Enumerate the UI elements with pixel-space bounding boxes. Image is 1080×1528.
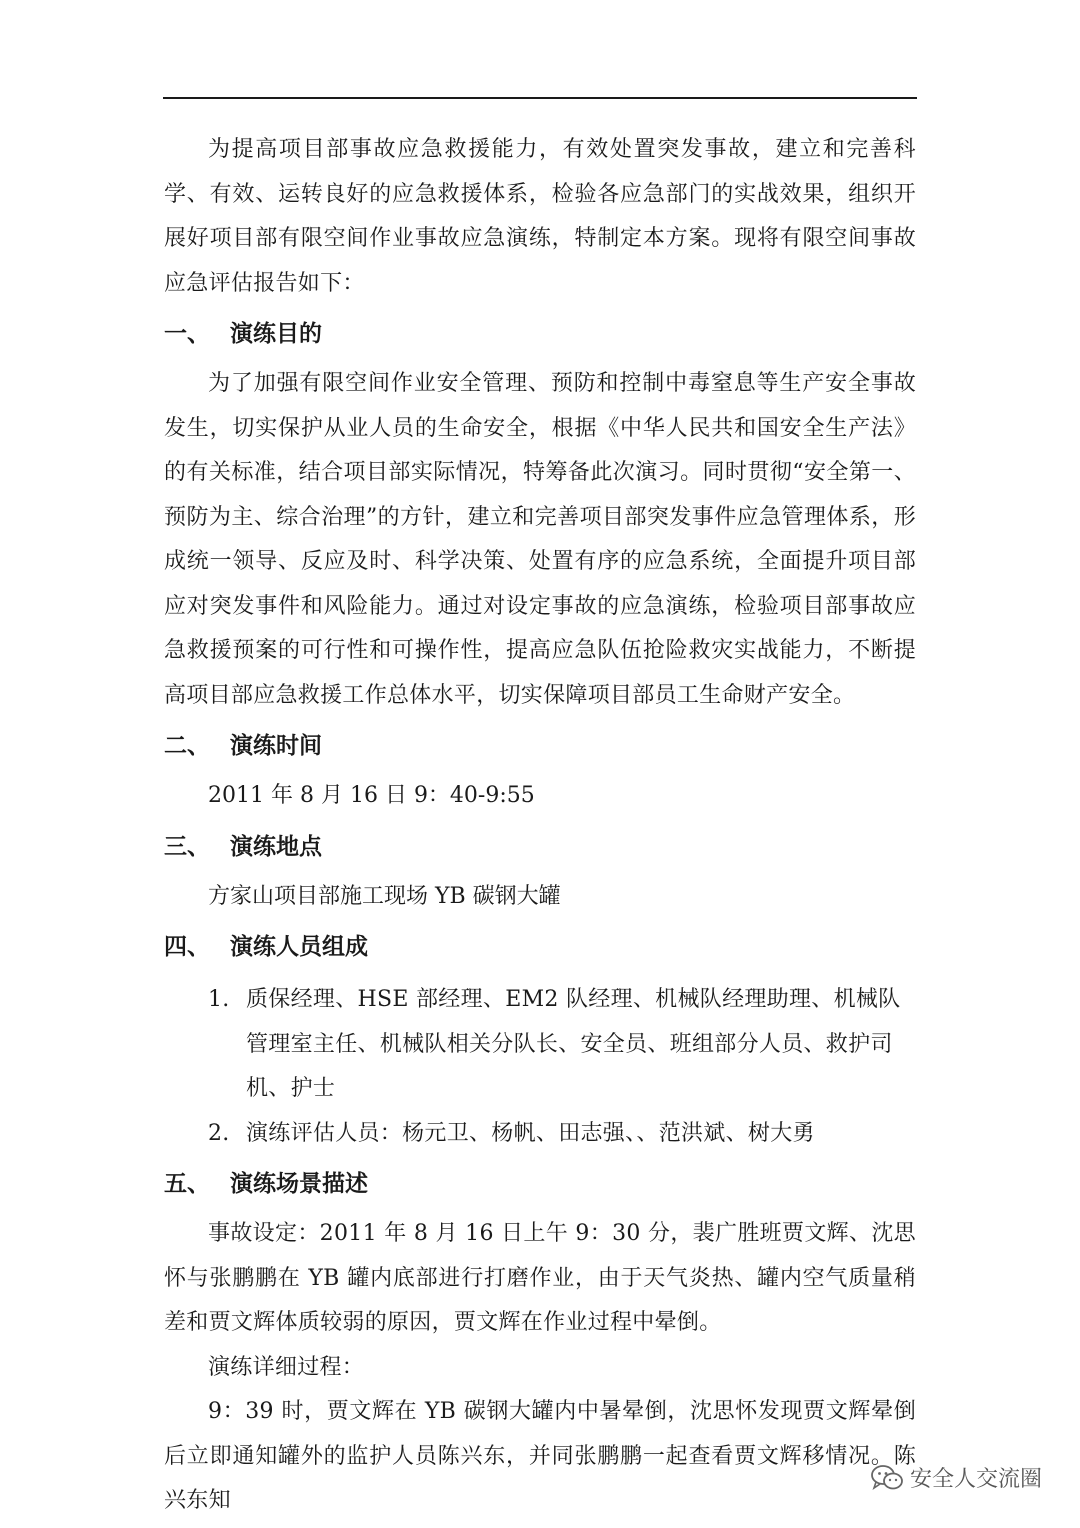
section-heading-5: 五、 演练场景描述: [164, 1171, 368, 1197]
section-heading-4: 四、 演练人员组成: [164, 934, 368, 960]
drill-time: 2011 年 8 月 16 日 9：40-9:55: [208, 783, 535, 808]
document-body: [164, 128, 916, 1524]
wechat-icon: [870, 1464, 904, 1492]
section-heading-2: 二、 演练时间: [164, 733, 322, 759]
watermark-text: 安全人交流圈: [909, 1467, 1042, 1492]
section-heading-1: 一、 演练目的: [164, 321, 322, 347]
watermark: [870, 1462, 1042, 1493]
header-rule: [163, 97, 917, 99]
process-label: 演练详细过程：: [208, 1354, 365, 1380]
drill-location: 方家山项目部施工现场 YB 碳钢大罐: [208, 883, 561, 909]
scenario-paragraph: 事故设定：2011 年 8 月 16 日上午 9：30 分，裴广胜班贾文辉、沈思怀与张鹏鹏在 YB 罐内底部进行打磨作业，由于天气炎热、罐内空气质量稍差和贾文辉体质较弱的原因，贾文辉在作业过程中晕倒。: [164, 1221, 916, 1335]
process-paragraph: 9：39 时，贾文辉在 YB 碳钢大罐内中暑晕倒，沈思怀发现贾文辉晕倒后立即通知罐外的监护人员陈兴东，并同张鹏鹏一起查看贾文辉移情况。陈兴东知: [164, 1399, 916, 1513]
list-item: 1. 质保经理、HSE 部经理、EM2 队经理、机械队经理助理、机械队管理室主任、机械队相关分队长、安全员、班组部分人员、救护司机、护士: [208, 987, 901, 1101]
section-1-paragraph: 为了加强有限空间作业安全管理、预防和控制中毒窒息等生产安全事故发生，切实保护从业人员的生命安全，根据《中华人民共和国安全生产法》的有关标准，结合项目部实际情况，特筹备此次演习。同时贯彻“安全第一、预防为主、综合治理”的方针，建立和完善项目部突发事件应急管理体系，形成统一领导、反应及时、科学决策、处置有序的应急系统，全面提升项目部应对突发事件和风险能力。通过对设定事故的应急演练，检验项目部事故应急救援预案的可行性和可操作性，提高应急队伍抢险救灾实战能力，不断提高项目部应急救援工作总体水平，切实保障项目部员工生命财产安全。: [164, 371, 916, 708]
section-heading-3: 三、 演练地点: [164, 833, 322, 860]
intro-paragraph: 为提高项目部事故应急救援能力，有效处置突发事故，建立和完善科学、有效、运转良好的应急救援体系，检验各应急部门的实战效果，组织开展好项目部有限空间作业事故应急演练，特制定本方案。现将有限空间事故应急评估报告如下：: [164, 137, 916, 296]
list-item: 2. 演练评估人员：杨元卫、杨帆、田志强、、范洪斌、树大勇: [208, 1120, 815, 1146]
